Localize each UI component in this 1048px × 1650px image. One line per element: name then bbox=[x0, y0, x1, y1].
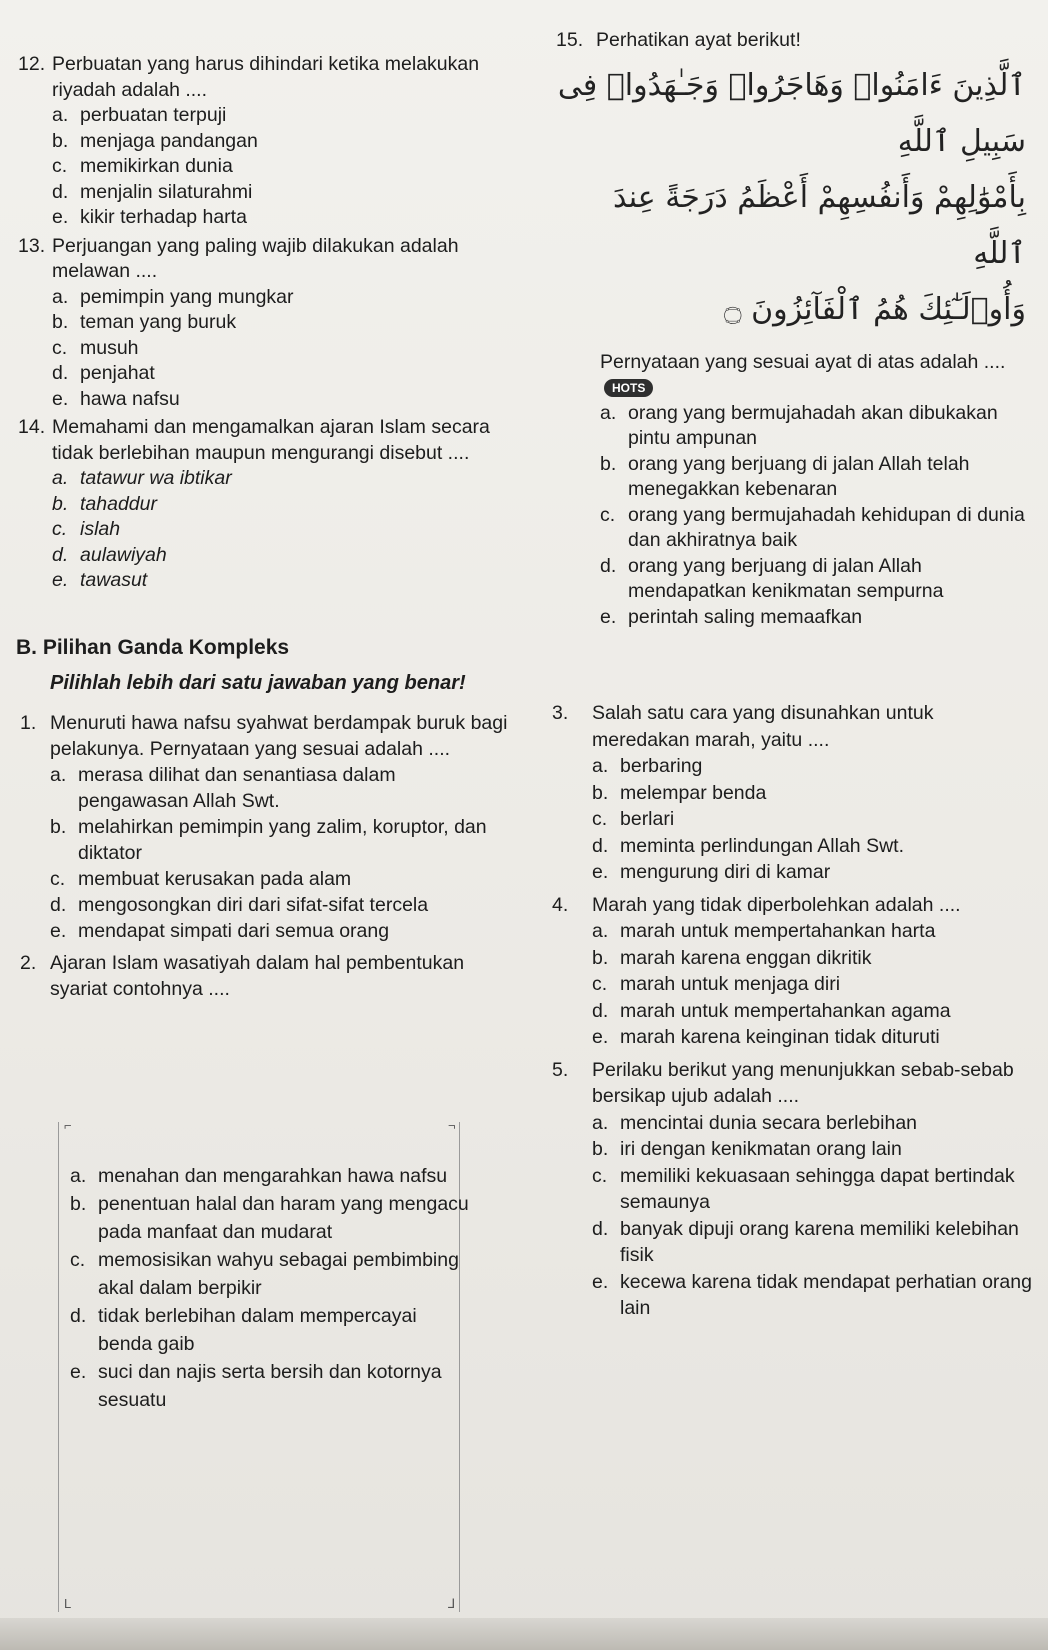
option-d[interactable]: d. aulawiyah bbox=[52, 543, 167, 566]
question-14 bbox=[18, 415, 498, 594]
option-c[interactable]: c. membuat kerusakan pada alam bbox=[50, 868, 352, 890]
option-e[interactable]: e. mendapat simpati dari semua orang bbox=[50, 920, 390, 942]
arabic-line: ٱلَّذِينَ ءَامَنُوا۟ وَهَاجَرُوا۟ وَجَـٰهَدُوا۟ فِى سَبِيلِ ٱللَّهِ bbox=[557, 67, 1026, 159]
question-prompt: Pernyataan yang sesuai ayat di atas adalah ....HOTS bbox=[600, 350, 1006, 395]
option-b[interactable]: b. penentuan halal dan haram yang mengacu pada manfaat dan mudarat bbox=[70, 1193, 469, 1243]
question-stem: Ajaran Islam wasatiyah dalam hal pembentukan syariat contohnya .... bbox=[50, 952, 465, 1000]
option-d[interactable]: d. marah untuk mempertahankan agama bbox=[592, 999, 951, 1022]
page-edge bbox=[0, 1618, 1048, 1650]
arabic-line: بِأَمْوَٰلِهِمْ وَأَنفُسِهِمْ أَعْظَمُ دَرَجَةً عِندَ ٱللَّهِ bbox=[612, 179, 1026, 271]
option-b[interactable]: b. menjaga pandangan bbox=[52, 129, 258, 152]
section-title: B. Pilihan Ganda Kompleks bbox=[16, 636, 290, 659]
option-c[interactable]: c. memosisikan wahyu sebagai pembimbing akal dalam berpikir bbox=[70, 1249, 459, 1299]
question-b2-options bbox=[70, 1162, 470, 1414]
corner-mark: L bbox=[64, 1596, 72, 1611]
question-stem: Marah yang tidak diperbolehkan adalah .... bbox=[592, 893, 961, 916]
left-column-top bbox=[18, 52, 498, 597]
option-a[interactable]: a. berbaring bbox=[592, 755, 703, 777]
corner-mark: ⌐ bbox=[64, 1118, 72, 1133]
option-e[interactable]: e. mengurung diri di kamar bbox=[592, 861, 831, 883]
question-number: 12. bbox=[18, 53, 46, 75]
option-e[interactable]: e. perintah saling memaafkan bbox=[600, 605, 863, 628]
option-a[interactable]: a. orang yang bermujahadah akan dibukakan pintu ampunan bbox=[600, 401, 998, 449]
option-e[interactable]: e. marah karena keinginan tidak dituruti bbox=[592, 1026, 940, 1048]
question-number: 3. bbox=[552, 702, 569, 724]
option-d[interactable]: d. meminta perlindungan Allah Swt. bbox=[592, 834, 904, 857]
option-b[interactable]: b. orang yang berjuang di jalan Allah telah menegakkan kebenaran bbox=[600, 452, 970, 500]
right-column-bottom bbox=[552, 700, 1032, 1325]
option-a[interactable]: a. mencintai dunia secara berlebihan bbox=[592, 1111, 918, 1134]
question-number: 13. bbox=[18, 234, 46, 257]
option-d[interactable]: d. menjalin silaturahmi bbox=[52, 180, 253, 203]
option-e[interactable]: e. kecewa karena tidak mendapat perhatian orang lain bbox=[592, 1270, 1032, 1319]
corner-mark: ⅃ bbox=[448, 1596, 456, 1611]
question-13 bbox=[18, 234, 498, 413]
option-d[interactable]: d. mengosongkan diri dari sifat-sifat tercela bbox=[50, 894, 429, 916]
question-number: 1. bbox=[20, 712, 37, 734]
option-a[interactable]: a. pemimpin yang mungkar bbox=[52, 285, 294, 308]
option-c[interactable]: c. marah untuk menjaga diri bbox=[592, 973, 841, 995]
option-c[interactable]: c. berlari bbox=[592, 808, 675, 830]
option-b[interactable]: b. melahirkan pemimpin yang zalim, koruptor, dan diktator bbox=[50, 816, 487, 864]
option-c[interactable]: c. islah bbox=[52, 518, 121, 540]
arabic-verse bbox=[556, 58, 1026, 338]
option-a[interactable]: a. merasa dilihat dan senantiasa dalam pengawasan Allah Swt. bbox=[50, 764, 396, 812]
question-number: 4. bbox=[552, 893, 569, 916]
option-b[interactable]: b. marah karena enggan dikritik bbox=[592, 946, 872, 969]
left-column-bottom bbox=[20, 710, 510, 1005]
option-e[interactable]: e. suci dan najis serta bersih dan kotornya sesuatu bbox=[70, 1361, 442, 1411]
question-stem: Salah satu cara yang disunahkan untuk meredakan marah, yaitu .... bbox=[592, 702, 934, 751]
question-number: 2. bbox=[20, 952, 37, 974]
question-number: 5. bbox=[552, 1058, 569, 1081]
option-d[interactable]: d. orang yang berjuang di jalan Allah mendapatkan kenikmatan sempurna bbox=[600, 554, 944, 602]
question-stem: Memahami dan mengamalkan ajaran Islam secara tidak berlebihan maupun mengurangi disebut .... bbox=[52, 416, 490, 464]
section-instruction: Pilihlah lebih dari satu jawaban yang benar! bbox=[50, 672, 466, 694]
option-b[interactable]: b. tahaddur bbox=[52, 492, 157, 515]
question-stem: Perilaku berikut yang menunjukkan sebab-sebab bersikap ujub adalah .... bbox=[592, 1058, 1014, 1107]
option-d[interactable]: d. tidak berlebihan dalam mempercayai benda gaib bbox=[70, 1305, 417, 1355]
arabic-line: وَأُو۟لَـٰٓئِكَ هُمُ ٱلْفَآئِزُونَ ۝ bbox=[723, 291, 1026, 327]
question-stem: Perbuatan yang harus dihindari ketika melakukan riyadah adalah .... bbox=[52, 53, 480, 101]
option-c[interactable]: c. musuh bbox=[52, 336, 139, 359]
question-b4 bbox=[552, 892, 1032, 1051]
question-stem: Menuruti hawa nafsu syahwat berdampak buruk bagi pelakunya. Pernyataan yang sesuai adalah .... bbox=[50, 712, 508, 760]
question-b3 bbox=[552, 700, 1032, 886]
option-d[interactable]: d. banyak dipuji orang karena memiliki kelebihan fisik bbox=[592, 1217, 1019, 1266]
option-c[interactable]: c. memikirkan dunia bbox=[52, 155, 233, 177]
corner-mark: ¬ bbox=[448, 1118, 456, 1133]
option-a[interactable]: a. menahan dan mengarahkan hawa nafsu bbox=[70, 1165, 448, 1187]
option-b[interactable]: b. melempar benda bbox=[592, 781, 767, 804]
option-d[interactable]: d. penjahat bbox=[52, 362, 155, 384]
question-b2 bbox=[20, 950, 510, 1002]
option-a[interactable]: a. tatawur wa ibtikar bbox=[52, 467, 232, 489]
hots-badge: HOTS bbox=[604, 379, 653, 397]
option-b[interactable]: b. teman yang buruk bbox=[52, 311, 237, 333]
option-c[interactable]: c. memiliki kekuasaan sehingga dapat bertindak semaunya bbox=[592, 1164, 1015, 1213]
option-e[interactable]: e. tawasut bbox=[52, 569, 148, 591]
question-12 bbox=[18, 52, 498, 231]
option-a[interactable]: a. marah untuk mempertahankan harta bbox=[592, 920, 936, 942]
question-15 bbox=[556, 28, 1026, 630]
option-a[interactable]: a. perbuatan terpuji bbox=[52, 104, 227, 126]
question-b1 bbox=[20, 710, 510, 944]
question-b5 bbox=[552, 1057, 1032, 1322]
option-c[interactable]: c. orang yang bermujahadah kehidupan di dunia dan akhiratnya baik bbox=[600, 503, 1025, 551]
question-stem: Perhatikan ayat berikut! bbox=[596, 29, 801, 51]
option-e[interactable]: e. kikir terhadap harta bbox=[52, 206, 247, 228]
option-e[interactable]: e. hawa nafsu bbox=[52, 387, 180, 410]
option-b[interactable]: b. iri dengan kenikmatan orang lain bbox=[592, 1138, 902, 1160]
question-stem: Perjuangan yang paling wajib dilakukan adalah melawan .... bbox=[52, 234, 459, 282]
question-number: 15. bbox=[556, 29, 584, 51]
question-number: 14. bbox=[18, 416, 46, 438]
